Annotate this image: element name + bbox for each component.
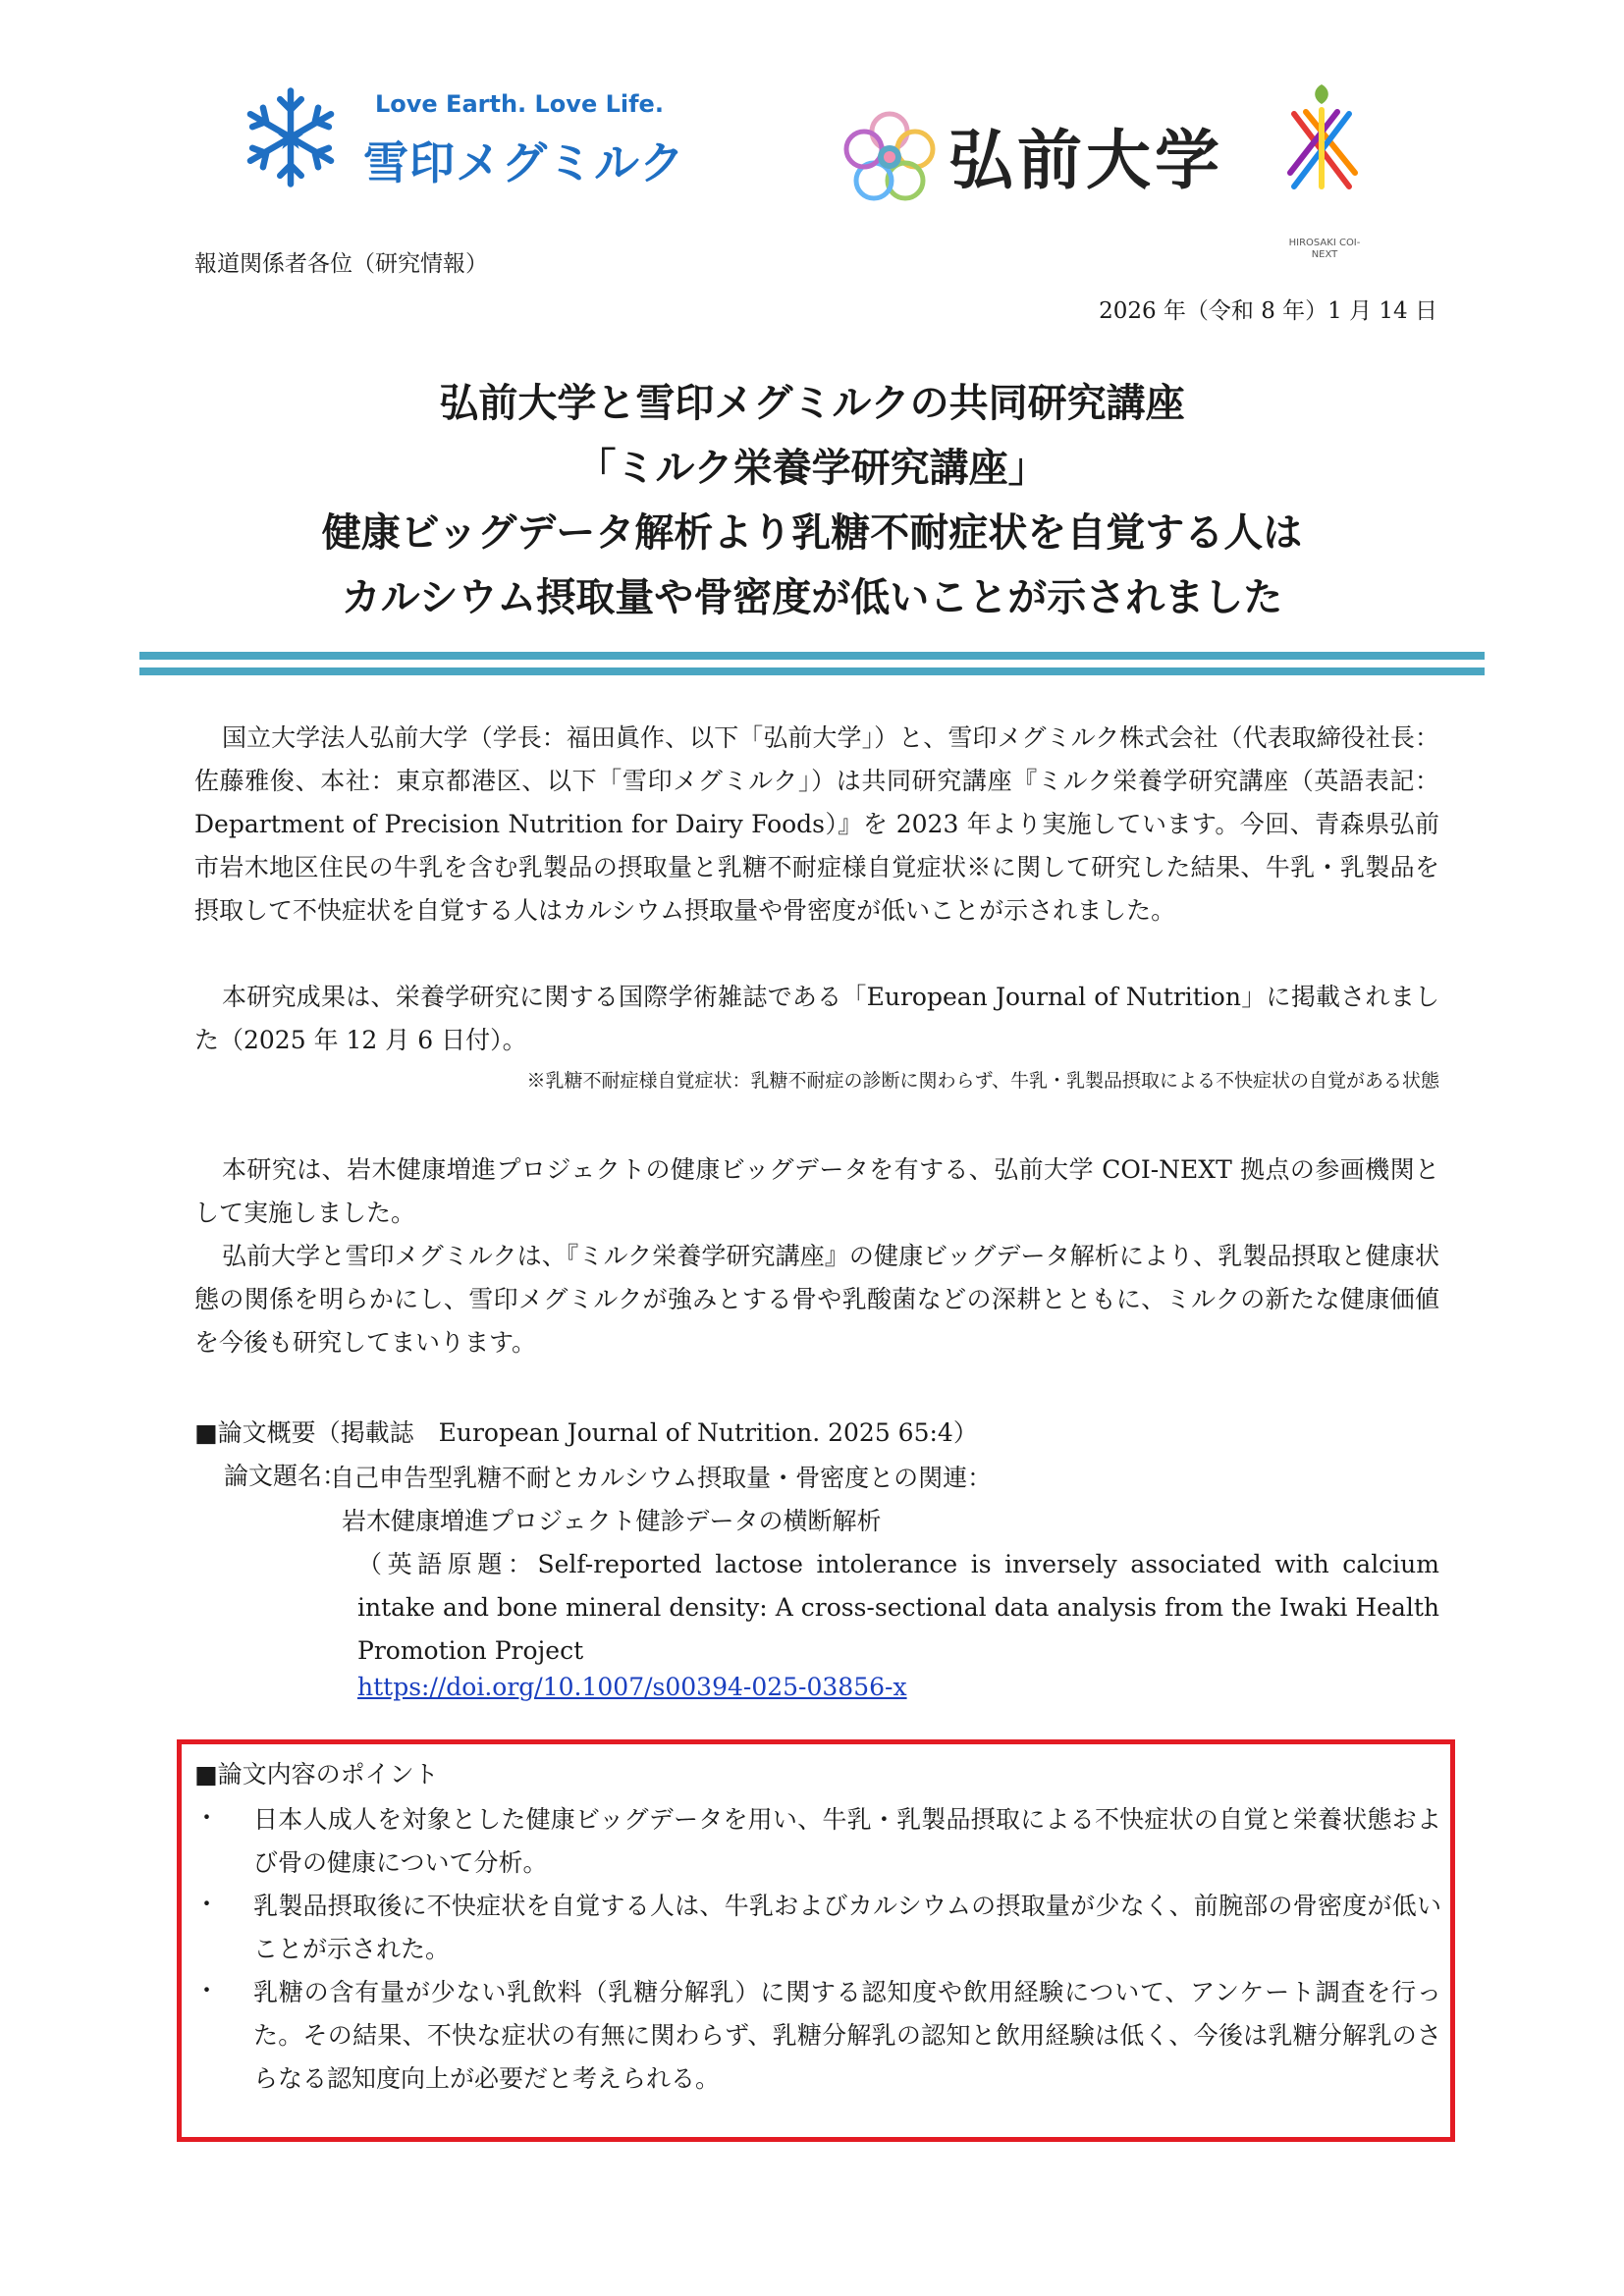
coi-next-emblem-icon [1282, 79, 1361, 206]
release-date: 2026 年（令和 8 年）1 月 14 日 [1099, 298, 1437, 324]
snowflake-icon [238, 84, 344, 190]
hirosaki-university-logo [840, 79, 1390, 260]
paper-title-english: （英語原題：Self-reported lactose intolerance is inversely associated with calcium intake and bone mineral density: A cross-sectional data analysis from the Iwaki Health Promotion Project [357, 1550, 1439, 1665]
paper-summary-heading: ■論文概要（掲載誌 European Journal of Nutrition. 2025 65:4） [194, 1418, 978, 1447]
bullet-marker: ・ [194, 1803, 220, 1832]
snow-brand-logo [238, 84, 689, 192]
university-emblem-icon [840, 108, 939, 206]
key-point-item: 乳糖の含有量が少ない乳飲料（乳糖分解乳）に関する認知度や飲用経験について、アンケート調査を行った。その結果、不快な症状の有無に関わらず、乳糖分解乳の認知と飲用経験は低く、今後は乳糖分解乳のさらなる認知度向上が必要だと考えられる。 [253, 1978, 1441, 2093]
recipients-line: 報道関係者各位（研究情報） [194, 251, 488, 277]
key-point-item: 乳製品摂取後に不快症状を自覚する人は、牛乳およびカルシウムの摂取量が少なく、前腕部の骨密度が低いことが示された。 [253, 1892, 1441, 1963]
coi-next-paragraph: 本研究は、岩木健康増進プロジェクトの健康ビッグデータを有する、弘前大学 COI-NEXT 拠点の参画機関として実施しました。 [194, 1155, 1439, 1227]
paper-title-label: 論文題名： [224, 1462, 348, 1490]
key-point-item: 日本人成人を対象とした健康ビッグデータを用い、牛乳・乳製品摂取による不快症状の自覚と栄養状態および骨の健康について分析。 [253, 1805, 1441, 1877]
future-research-paragraph: 弘前大学と雪印メグミルクは、『ミルク栄養学研究講座』の健康ビッグデータ解析により、乳製品摂取と健康状態の関係を明らかにし、雪印メグミルクが強みとする骨や乳酸菌などの深耕とともに、ミルクの新たな健康価値を今後も研究してまいります。 [194, 1242, 1439, 1357]
press-release-title [137, 371, 1487, 630]
coi-next-label: HIROSAKI COI-NEXT [1288, 238, 1361, 260]
title-divider-bottom [139, 667, 1485, 675]
publication-paragraph: 本研究成果は、栄養学研究に関する国際学術雑誌である「European Journal of Nutrition」に掲載されました（2025 年 12 月 6 日付）。 [194, 983, 1439, 1054]
paper-title-line-1: 自己申告型乳糖不耐とカルシウム摂取量・骨密度との関連： [330, 1464, 993, 1492]
paper-title-line-2: 岩木健康増進プロジェクト健診データの横断解析 [342, 1507, 882, 1535]
title-line-3: 健康ビッグデータ解析より乳糖不耐症状を自覚する人は [321, 509, 1303, 556]
bullet-marker: ・ [194, 1976, 220, 2004]
key-points-heading: ■論文内容のポイント [194, 1760, 439, 1789]
footnote: ※乳糖不耐症様自覚症状：乳糖不耐症の診断に関わらず、牛乳・乳製品摂取による不快症状の自覚がある状態 [526, 1070, 1439, 1092]
snow-tagline: Love Earth. Love Life. [375, 90, 664, 118]
title-line-4: カルシウム摂取量や骨密度が低いことが示されました [341, 574, 1283, 620]
intro-paragraph: 国立大学法人弘前大学（学長：福田眞作、以下「弘前大学」）と、雪印メグミルク株式会社（代表取締役社長：佐藤雅俊、本社：東京都港区、以下「雪印メグミルク」）は共同研究講座『ミルク栄養学研究講座（英語表記：Department of Precision Nutrition for Dairy Foods）』を 2023 年より実施しています。今回、青森県弘前市岩木地区住民の牛乳を含む乳製品の摂取量と乳糖不耐症様自覚症状※に関して研究した結果、牛乳・乳製品を摂取して不快症状を自覚する人はカルシウム摂取量や骨密度が低いことが示されました。 [194, 723, 1439, 925]
snow-company-name: 雪印メグミルク [363, 136, 686, 189]
title-line-1: 弘前大学と雪印メグミルクの共同研究講座 [439, 380, 1185, 426]
university-name: 弘前大学 [948, 123, 1223, 198]
title-divider-top [139, 652, 1485, 660]
doi-link[interactable]: https://doi.org/10.1007/s00394-025-03856-x [357, 1673, 907, 1701]
paper-title-ja [330, 1457, 1439, 1543]
bullet-marker: ・ [194, 1890, 220, 1918]
title-line-2: 「ミルク栄養学研究講座」 [576, 445, 1048, 491]
